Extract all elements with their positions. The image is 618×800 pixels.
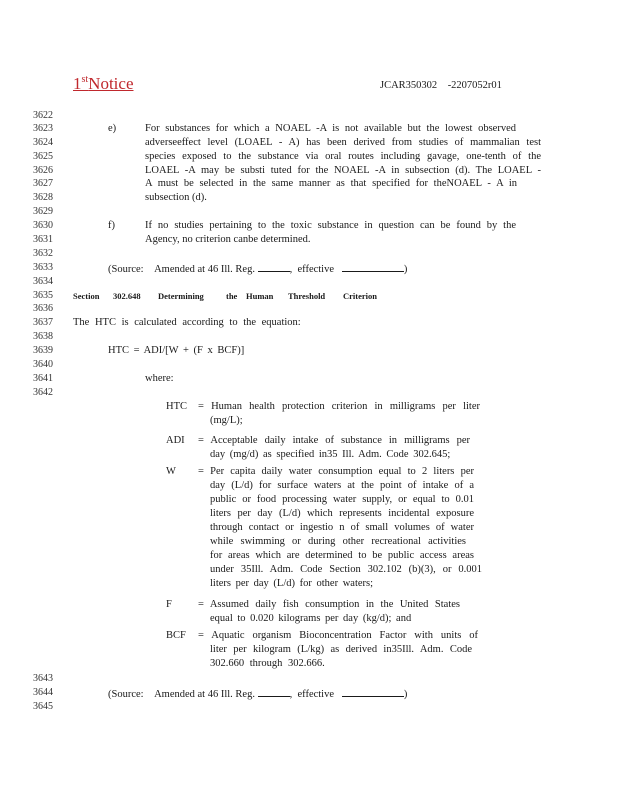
line-number: 3630	[33, 220, 53, 231]
section-title-word: Criterion	[343, 291, 377, 301]
line-number: 3635	[33, 290, 53, 301]
section-title-word: Determining	[158, 291, 204, 301]
item-e-line: subsection (d).	[145, 192, 207, 203]
line-number: 3622	[33, 110, 53, 121]
definition-line: = Aquatic organism Bioconcentration Factor with units of	[198, 630, 478, 641]
line-number: 3625	[33, 151, 53, 162]
line-number: 3638	[33, 331, 53, 342]
definition-line: day (L/d) for surface waters at the point of intake of a	[210, 480, 474, 491]
definition-term: W	[166, 466, 176, 477]
definition-line: liter per kilogram (L/kg) as derived in35Ill. Adm. Code	[210, 644, 472, 655]
line-number: 3636	[33, 303, 53, 314]
section-title-word: Human	[246, 291, 274, 301]
definition-term: HTC	[166, 401, 187, 412]
section-label: Section	[73, 291, 100, 301]
item-e-line: adverseeffect level (LOAEL - A) has been derived from studies of mammalian test	[145, 137, 541, 148]
line-number: 3631	[33, 234, 53, 245]
definition-line: public or food processing water supply, or equal to 0.01	[210, 494, 474, 505]
line-number: 3624	[33, 137, 53, 148]
equation-intro: The HTC is calculated according to the equation:	[73, 317, 301, 328]
definition-line: (mg/L);	[210, 415, 243, 426]
item-e-line: species exposed to the substance via oral routes including gavage, one-tenth of the	[145, 151, 541, 162]
definition-line: while swimming or during other recreational activities	[210, 536, 466, 547]
section-title-word: Threshold	[288, 291, 326, 301]
line-number: 3634	[33, 276, 53, 287]
definition-line: 302.660 through 302.666.	[210, 658, 325, 669]
definition-line: equal to 0.020 kilograms per day (kg/d); and	[210, 613, 412, 624]
line-number: 3645	[33, 701, 53, 712]
line-number: 3643	[33, 673, 53, 684]
line-number: 3640	[33, 359, 53, 370]
item-e-line: A must be selected in the same manner as that specified for theNOAEL - A in	[145, 178, 517, 189]
where-label: where:	[145, 373, 174, 384]
line-number: 3632	[33, 248, 53, 259]
blank-field	[342, 687, 404, 697]
blank-field	[258, 262, 290, 272]
definition-line: = Acceptable daily intake of substance in milligrams per	[198, 435, 470, 446]
line-number: 3641	[33, 373, 53, 384]
item-f-line: Agency, no criterion canbe determined.	[145, 234, 311, 245]
definition-line: = Human health protection criterion in milligrams per liter	[198, 401, 480, 412]
item-f-marker: f)	[108, 220, 115, 231]
line-number: 3642	[33, 387, 53, 398]
item-f-line: If no studies pertaining to the toxic substance in question can be found by the	[145, 220, 516, 231]
item-e-line: LOAEL -A may be substi tuted for the NOAEL -A in subsection (d). The LOAEL -	[145, 165, 541, 176]
item-e-line: For substances for which a NOAEL -A is not available but the lowest observed	[145, 123, 516, 134]
definition-line: liters per day (L/d) which represents incidental exposure	[210, 508, 474, 519]
line-number: 3629	[33, 206, 53, 217]
blank-field	[258, 687, 290, 697]
definition-line: under 35Ill. Adm. Code Section 302.102 (b)(3), or 0.001	[210, 564, 482, 575]
source-note: (Source: Amended at 46 Ill. Reg. , effective )	[108, 264, 408, 275]
line-number: 3626	[33, 165, 53, 176]
line-number: 3633	[33, 262, 53, 273]
item-e-marker: e)	[108, 123, 117, 134]
line-number: 3637	[33, 317, 53, 328]
definition-term: ADI	[166, 435, 185, 446]
line-number: 3644	[33, 687, 53, 698]
htc-equation: HTC = ADI/[W + (F x BCF)]	[108, 345, 245, 356]
definition-line: through contact or ingestio n of small volumes of water	[210, 522, 474, 533]
section-title-word: the	[226, 291, 238, 301]
line-number: 3623	[33, 123, 53, 134]
definition-term: BCF	[166, 630, 186, 641]
source-note: (Source: Amended at 46 Ill. Reg. , effective )	[108, 689, 408, 700]
notice-label: 1stNotice	[73, 74, 134, 93]
definition-line: liters per day (L/d) for other waters;	[210, 578, 374, 589]
blank-field	[342, 262, 404, 272]
line-number: 3627	[33, 178, 53, 189]
line-number: 3639	[33, 345, 53, 356]
definition-line: = Assumed daily fish consumption in the United States	[198, 599, 460, 610]
definition-term: F	[166, 599, 172, 610]
document-code: JCAR350302 -2207052r01	[380, 80, 502, 91]
section-number: 302.648	[113, 291, 141, 301]
line-number: 3628	[33, 192, 53, 203]
definition-line: for areas which are determined to be public access areas	[210, 550, 474, 561]
definition-line: = Per capita daily water consumption equal to 2 liters per	[198, 466, 474, 477]
definition-line: day (mg/d) as specified in35 Ill. Adm. Code 302.645;	[210, 449, 451, 460]
